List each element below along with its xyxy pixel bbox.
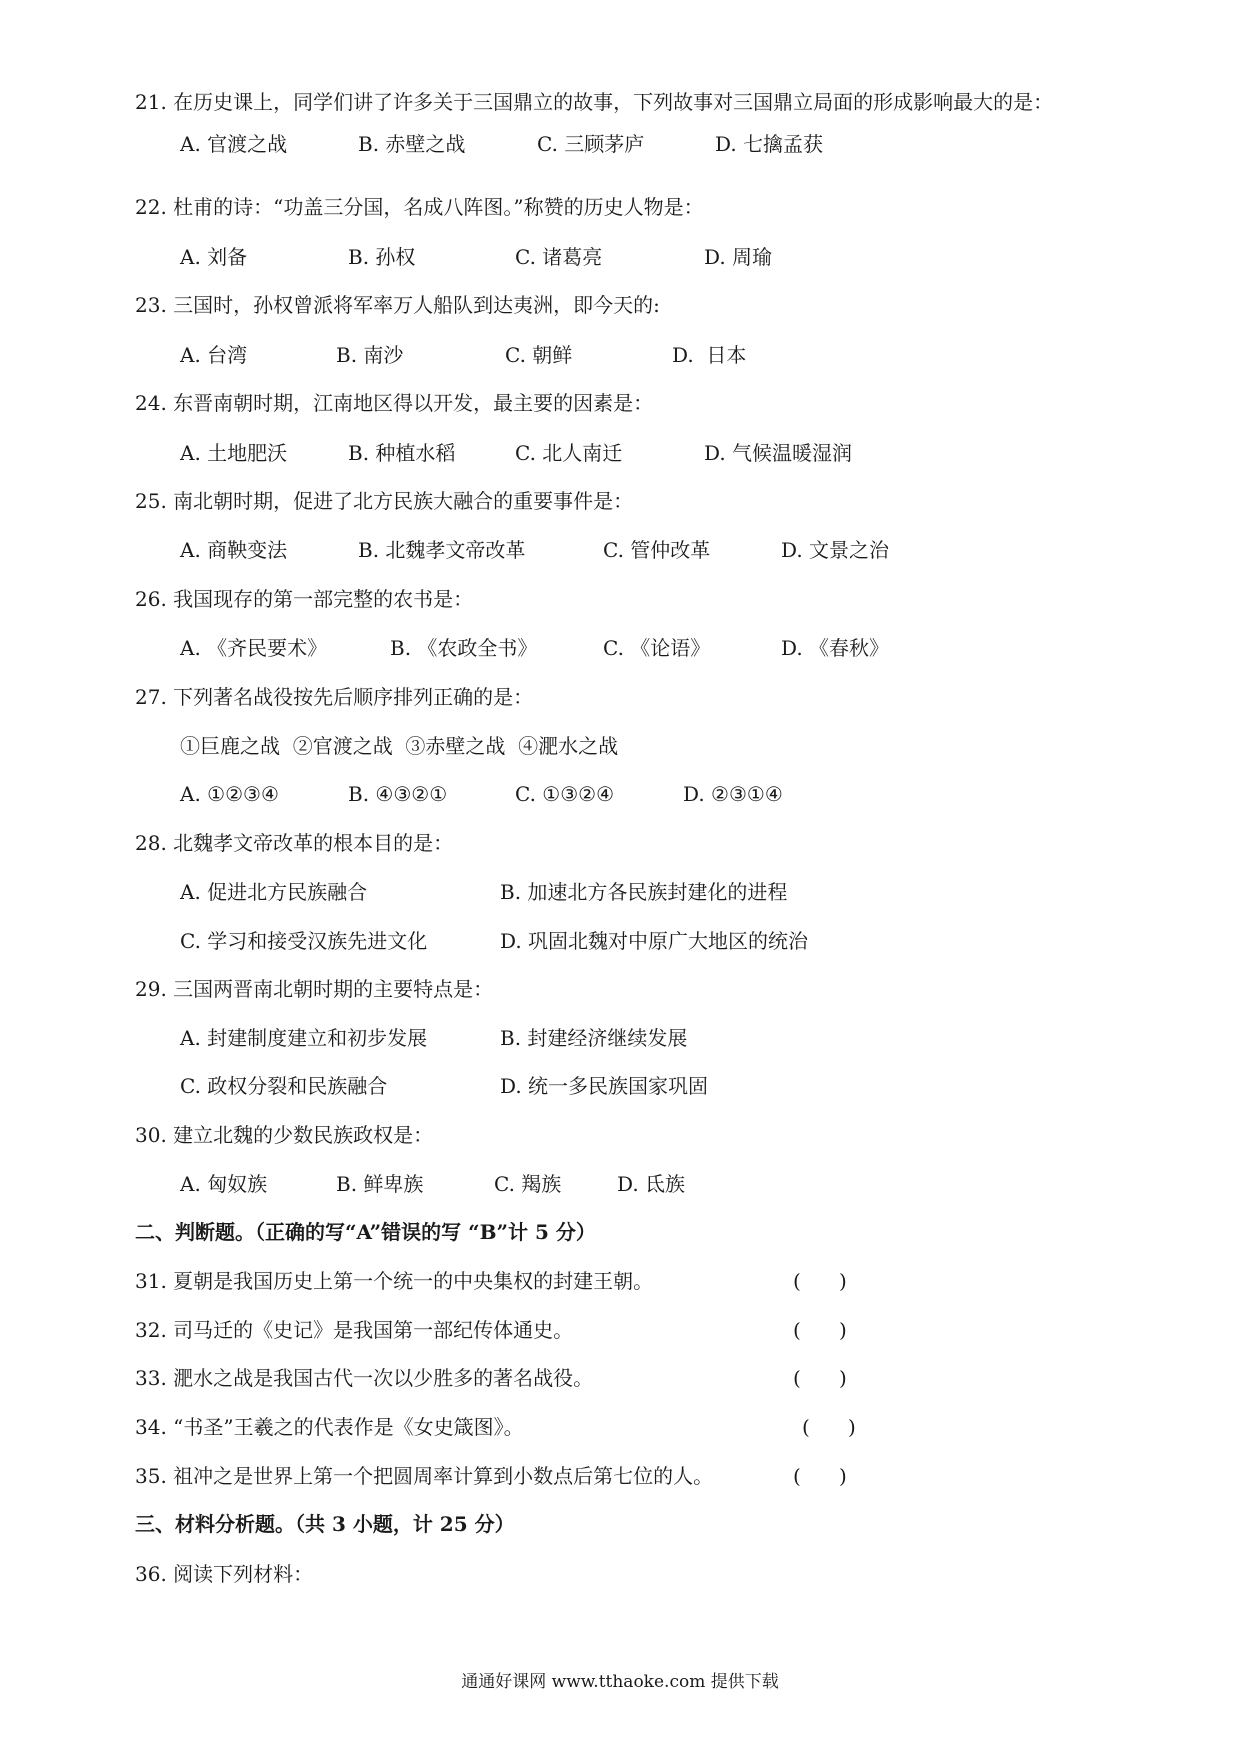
question-30-stem: 30. 建立北魏的少数民族政权是： — [135, 1123, 434, 1147]
page-footer: 通通好课网 www.tthaoke.com 提供下载 — [461, 1672, 779, 1692]
question-25-option-c: C. 管仲改革 — [603, 538, 711, 562]
question-27-option-a: A. ①②③④ — [180, 782, 279, 806]
question-28-option-d: D. 巩固北魏对中原广大地区的统治 — [500, 929, 809, 953]
question-30-option-b: B. 鲜卑族 — [336, 1172, 424, 1196]
question-25-option-a: A. 商鞅变法 — [180, 538, 288, 562]
question-29-option-b: B. 封建经济继续发展 — [500, 1026, 688, 1050]
question-26-option-a: A. 《齐民要术》 — [180, 636, 328, 660]
question-27-option-d: D. ②③①④ — [683, 782, 783, 806]
question-29-option-a: A. 封建制度建立和初步发展 — [180, 1026, 428, 1050]
answer-blank-33[interactable]: ( ) — [793, 1366, 847, 1390]
judge-item-35: 35. 祖冲之是世界上第一个把圆周率计算到小数点后第七位的人。 — [135, 1464, 714, 1488]
question-26-stem: 26. 我国现存的第一部完整的农书是： — [135, 587, 474, 611]
judge-item-31: 31. 夏朝是我国历史上第一个统一的中央集权的封建王朝。 — [135, 1269, 654, 1293]
question-22-option-c: C. 诸葛亮 — [515, 245, 603, 269]
question-26-option-c: C. 《论语》 — [603, 636, 711, 660]
question-30-option-a: A. 匈奴族 — [180, 1172, 268, 1196]
question-24-option-b: B. 种植水稻 — [348, 441, 456, 465]
question-23-option-d: D. 日本 — [672, 343, 747, 367]
question-29-stem: 29. 三国两晋南北朝时期的主要特点是： — [135, 977, 494, 1001]
answer-blank-31[interactable]: ( ) — [793, 1269, 847, 1293]
question-28-stem: 28. 北魏孝文帝改革的根本目的是： — [135, 831, 454, 855]
question-22-option-a: A. 刘备 — [180, 245, 248, 269]
question-22-option-b: B. 孙权 — [348, 245, 416, 269]
question-24-stem: 24. 东晋南朝时期，江南地区得以开发，最主要的因素是： — [135, 391, 654, 415]
question-25-option-d: D. 文景之治 — [781, 538, 890, 562]
question-21-stem: 21. 在历史课上，同学们讲了许多关于三国鼎立的故事，下列故事对三国鼎立局面的形成影响最大的是： — [135, 90, 1054, 114]
question-28-option-c: C. 学习和接受汉族先进文化 — [180, 929, 428, 953]
judge-item-32: 32. 司马迁的《史记》是我国第一部纪传体通史。 — [135, 1318, 574, 1342]
question-24-option-c: C. 北人南迁 — [515, 441, 623, 465]
question-21-option-a: A. 官渡之战 — [180, 132, 288, 156]
question-21-option-c: C. 三顾茅庐 — [537, 132, 645, 156]
question-21-option-d: D. 七擒孟获 — [715, 132, 824, 156]
question-21-option-b: B. 赤壁之战 — [358, 132, 466, 156]
judge-item-34: 34. “书圣”王羲之的代表作是《女史箴图》。 — [135, 1415, 524, 1439]
question-29-option-c: C. 政权分裂和民族融合 — [180, 1074, 388, 1098]
question-27-option-b: B. ④③②① — [348, 782, 448, 806]
answer-blank-32[interactable]: ( ) — [793, 1318, 847, 1342]
answer-blank-35[interactable]: ( ) — [793, 1464, 847, 1488]
question-27-items: ①巨鹿之战 ②官渡之战 ③赤壁之战 ④淝水之战 — [180, 734, 619, 758]
question-25-option-b: B. 北魏孝文帝改革 — [358, 538, 526, 562]
question-28-option-a: A. 促进北方民族融合 — [180, 880, 368, 904]
question-23-option-c: C. 朝鲜 — [505, 343, 573, 367]
question-27-stem: 27. 下列著名战役按先后顺序排列正确的是： — [135, 685, 534, 709]
question-36-stem: 36. 阅读下列材料： — [135, 1562, 314, 1586]
question-26-option-d: D. 《春秋》 — [781, 636, 890, 660]
question-23-stem: 23. 三国时，孙权曾派将军率万人船队到达夷洲，即今天的: — [135, 293, 660, 317]
question-25-stem: 25. 南北朝时期，促进了北方民族大融合的重要事件是： — [135, 489, 634, 513]
question-28-option-b: B. 加速北方各民族封建化的进程 — [500, 880, 788, 904]
question-24-option-d: D. 气候温暖湿润 — [704, 441, 853, 465]
question-29-option-d: D. 统一多民族国家巩固 — [500, 1074, 709, 1098]
question-23-option-a: A. 台湾 — [180, 343, 248, 367]
question-22-option-d: D. 周瑜 — [704, 245, 773, 269]
question-26-option-b: B. 《农政全书》 — [390, 636, 538, 660]
question-30-option-d: D. 氐族 — [617, 1172, 686, 1196]
question-24-option-a: A. 土地肥沃 — [180, 441, 288, 465]
section-3-heading: 三、材料分析题。（共 3 小题，计 25 分） — [135, 1512, 515, 1536]
question-27-option-c: C. ①③②④ — [515, 782, 615, 806]
question-23-option-b: B. 南沙 — [336, 343, 404, 367]
judge-item-33: 33. 淝水之战是我国古代一次以少胜多的著名战役。 — [135, 1366, 594, 1390]
section-2-heading: 二、判断题。（正确的写“A”错误的写 “B”计 5 分） — [135, 1220, 596, 1244]
question-22-stem: 22. 杜甫的诗：“功盖三分国，名成八阵图。”称赞的历史人物是： — [135, 195, 704, 219]
question-30-option-c: C. 羯族 — [494, 1172, 562, 1196]
answer-blank-34[interactable]: ( ) — [802, 1415, 856, 1439]
